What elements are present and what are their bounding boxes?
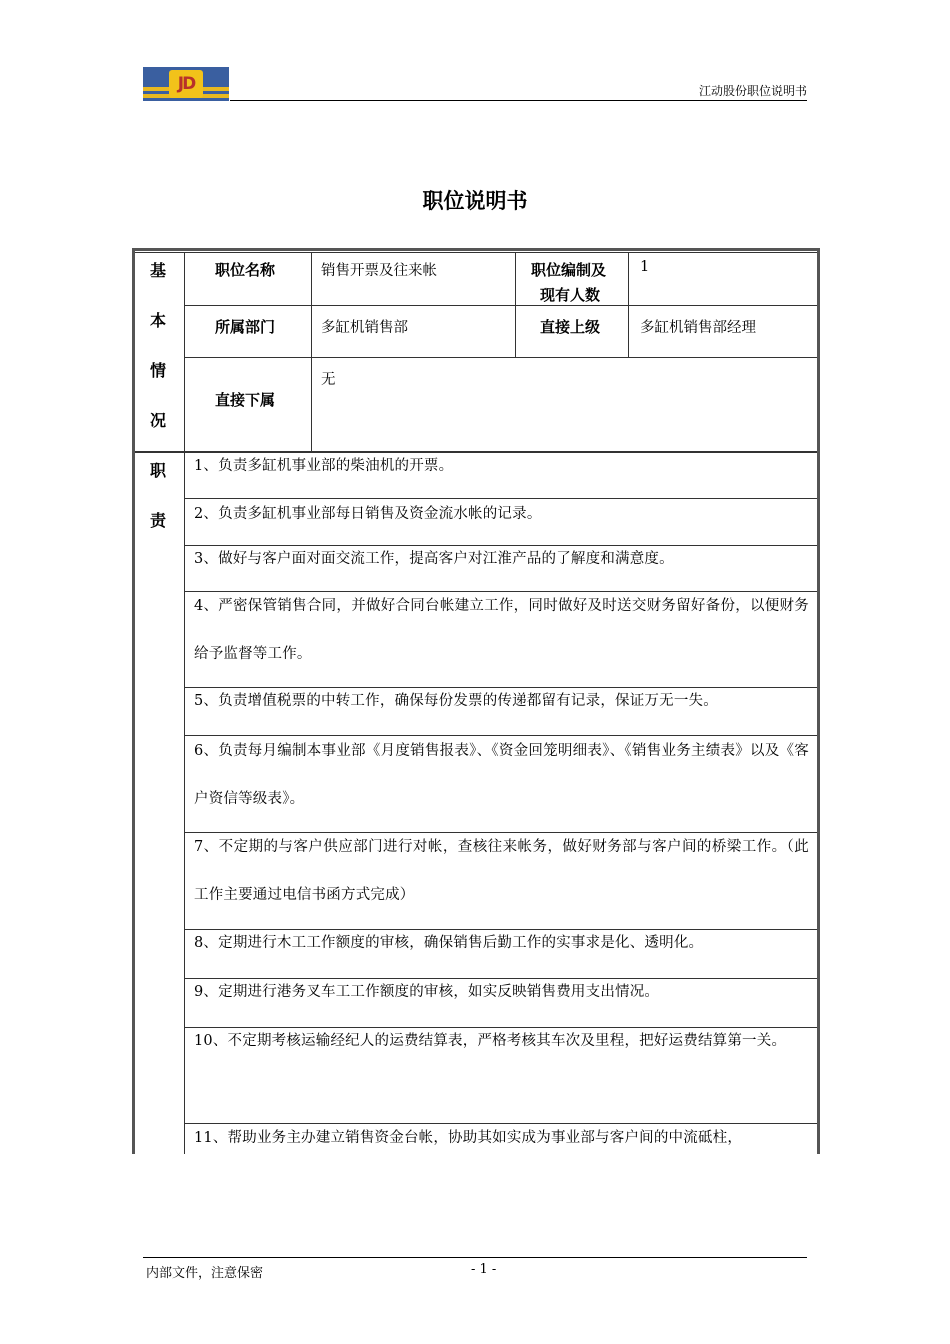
duty-item: 10、不定期考核运输经纪人的运费结算表，严格考核其车次及里程，把好运费结算第一关。 xyxy=(194,1033,787,1049)
grid-line xyxy=(185,357,817,358)
subordinate-label: 直接下属 xyxy=(215,391,276,409)
headcount-value: 1 xyxy=(640,259,650,275)
header-doc-title: 江动股份职位说明书 xyxy=(698,84,807,98)
duty-item: 1、负责多缸机事业部的柴油机的开票。 xyxy=(194,458,454,474)
subordinate-value: 无 xyxy=(321,372,336,388)
department-label: 所属部门 xyxy=(215,318,276,336)
grid-line xyxy=(184,252,185,1154)
footer-rule xyxy=(143,1257,807,1258)
duty-item: 4、严密保管销售合同，并做好合同台帐建立工作，同时做好及时送交财务留好备份，以便财务给予监督等工作。 xyxy=(194,598,809,662)
section-label-basic-4: 况 xyxy=(150,411,167,430)
duty-item: 5、负责增值税票的中转工作，确保每份发票的传递都留有记录，保证万无一失。 xyxy=(194,693,718,709)
logo-mark: JD xyxy=(169,70,203,98)
grid-line xyxy=(185,305,817,306)
duty-item: 6、负责每月编制本事业部《月度销售报表》、《资金回笼明细表》、《销售业务主绩表》以及《客户资信等级表》。 xyxy=(194,743,809,807)
duty-item: 8、定期进行木工工作额度的审核，确保销售后勤工作的实事求是化、透明化。 xyxy=(194,935,704,951)
duty-item: 7、不定期的与客户供应部门进行对帐，查核往来帐务，做好财务部与客户间的桥梁工作。（此工作主要通过电信书函方式完成） xyxy=(194,839,809,903)
grid-line xyxy=(135,252,817,253)
duty-item: 3、做好与客户面对面交流工作，提高客户对江淮产品的了解度和满意度。 xyxy=(194,551,674,567)
duty-item: 2、负责多缸机事业部每日销售及资金流水帐的记录。 xyxy=(194,506,542,522)
section-label-duties-2: 责 xyxy=(150,511,167,530)
section-label-basic-1: 基 xyxy=(150,261,167,280)
page-title: 职位说明书 xyxy=(422,189,528,213)
company-logo xyxy=(143,67,229,101)
superior-label: 直接上级 xyxy=(540,318,601,336)
footer-confidential-note: 内部文件，注意保密 xyxy=(146,1266,264,1281)
duty-item: 9、定期进行港务叉车工工作额度的审核，如实反映销售费用支出情况。 xyxy=(194,984,660,1000)
grid-line xyxy=(311,252,312,451)
header-rule xyxy=(230,100,807,101)
position-name-label: 职位名称 xyxy=(215,261,276,279)
section-label-basic-2: 本 xyxy=(150,311,167,330)
headcount-label-line2: 现有人数 xyxy=(540,286,601,304)
department-value: 多缸机销售部 xyxy=(321,320,408,336)
section-label-duties-1: 职 xyxy=(150,461,167,480)
page-number: - 1 - xyxy=(471,1262,497,1277)
headcount-label-line1: 职位编制及 xyxy=(531,261,607,279)
superior-value: 多缸机销售部经理 xyxy=(640,320,756,336)
position-name-value: 销售开票及往来帐 xyxy=(321,263,437,279)
duty-item: 11、帮助业务主办建立销售资金台帐，协助其如实成为事业部与客户间的中流砥柱， xyxy=(194,1130,743,1146)
section-label-basic-3: 情 xyxy=(150,361,167,380)
